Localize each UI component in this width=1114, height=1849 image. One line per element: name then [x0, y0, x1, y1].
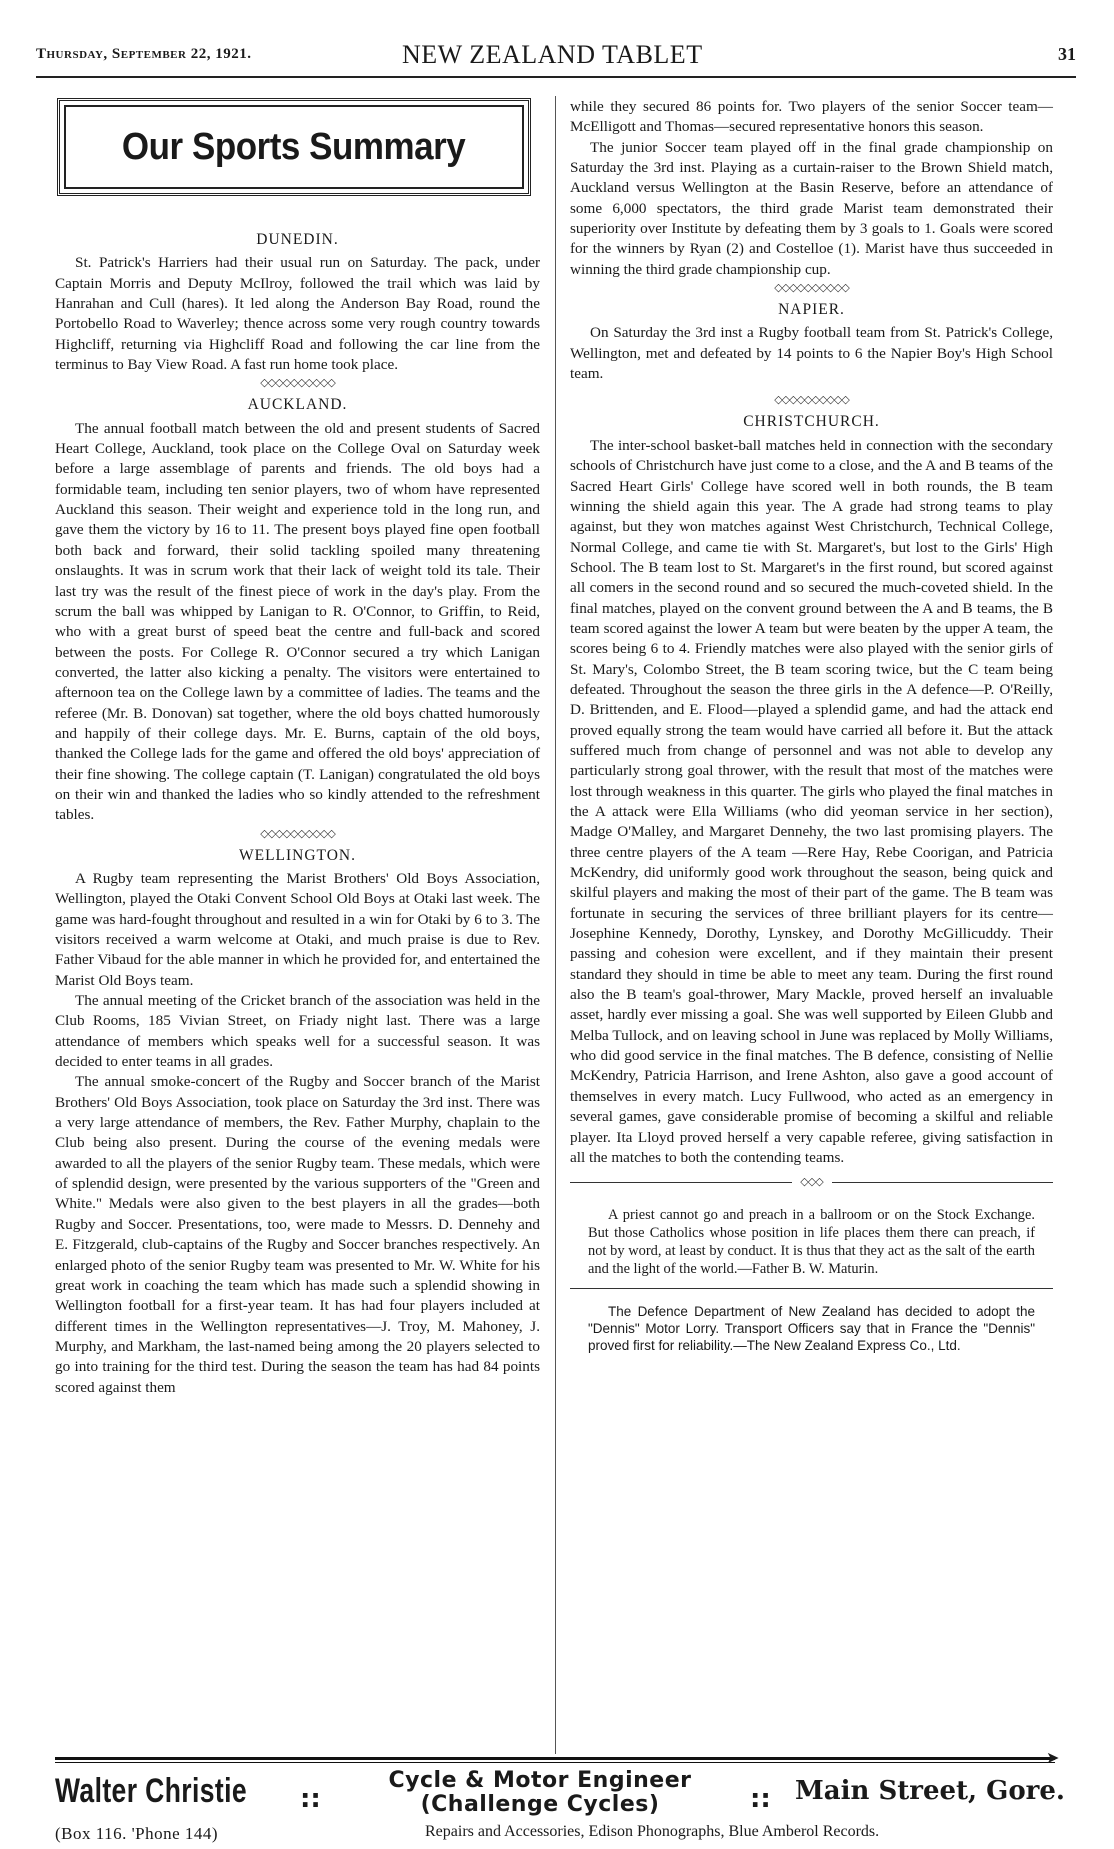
advert-box-phone: (Box 116. 'Phone 144) [55, 1824, 219, 1843]
title-box [57, 98, 531, 196]
page-header [36, 40, 1076, 70]
heading-christchurch: CHRISTCHURCH. [743, 413, 880, 431]
heading-napier: NAPIER. [778, 301, 845, 319]
paragraph-wellington-3: The annual smoke-concert of the Rugby and Soccer branch of the Marist Brothers' Old Boys Association, took place on Saturday the 3rd inst. There was a very large attendance of members, the Rev. Father Murphy, chaplain to the Club being also present. During the course of the evening medals were awarded to all the players of the senior Rugby team. These medals, which were of splendid design, were presented by the various supporters of the "Green and White." Medals were also given to the best players in all the grades—both Rugby and Soccer. Presentations, too, were made to Messrs. D. Dennehy and E. Fitzgerald, club-captains of the Rugby and Soccer branches respectively. An enlarged photo of the senior Rugby team was presented to Mr. W. White for his great work in coaching the team which has made such a splendid showing in Wellington football for a first-year team. It has had four players included at different times in the Wellington representatives—J. Troy, M. Mahoney, J. Murphy, and Markham, the last-named being among the 20 players selected to go into training for the third test. During the season the team has had 84 points scored against them [55, 1073, 540, 1396]
ornament-divider: ◇◇◇◇◇◇◇◇◇◇ [774, 394, 849, 407]
left-column [55, 98, 540, 1398]
header-rule [36, 76, 1076, 78]
note-defence-department: The Defence Department of New Zealand has decided to adopt the "Dennis" Motor Lorry. Transport Officers say that in France the "Dennis" proved first for reliability.—The New Zealand Express Co., Ltd. [588, 1304, 1035, 1354]
paragraph-wellington-1: A Rugby team representing the Marist Brothers' Old Boys Association, Wellington, played the Otaki Convent School Old Boys at Otaki last week. The game was hard-fought throughout and resulted in a win for Otaki by 6 to 3. The visitors received a warm welcome at Otaki, and much praise is due to Rev. Father Vibaud for the able manner in which he provided for, and entertained the Marist Old Boys team. [55, 869, 540, 989]
heading-wellington: WELLINGTON. [238, 846, 357, 864]
arrow-icon: ➤ [1046, 1750, 1060, 1767]
advert-line-1: Cycle & Motor Engineer [388, 1768, 692, 1793]
paragraph-wellington-continued: while they secured 86 points for. Two players of the senior Soccer team—McElligott and Thomas—secured representative honors this season. [570, 98, 1053, 136]
ornament-small: ◇◇◇ [792, 1174, 832, 1190]
advert-address: Main Street, Gore. [795, 1776, 1065, 1806]
publication-title: NEW ZEALAND TABLET [402, 40, 703, 69]
advert-repairs: Repairs and Accessories, Edison Phonographs, Blue Amberol Records. [425, 1823, 880, 1840]
ornament-divider: ◇◇◇◇◇◇◇◇◇◇ [774, 282, 849, 295]
ornament-divider: ◇◇◇◇◇◇◇◇◇◇ [260, 377, 335, 390]
paragraph-auckland: The annual football match between the old and present students of Sacred Heart College, Auckland, took place on the College Oval on Saturday week before a large assemblage of parents and friends. The old boys had a formidable team, including ten senior players, two of whom have represented Auckland this season. Their weight and experience told in the long run, and gave them the victory by 16 to 11. The present boys played fine open football both back and forward, their solid tackling spoiled many threatening onslaughts. It was in scrum work that their lack of weight told its tale. Their last try was the result of the finest piece of work in the day's play. From the scrum the ball was whipped by Lanigan to R. O'Connor, to Griffin, to Reid, who with a great burst of speed beat the centre and full-back and scored between the posts. For College R. O'Connor secured a try which Lanigan converted, the latter also kicking a penalty. The visitors were entertained to afternoon tea on the College lawn by a committee of ladies. The teams and the referee (Mr. B. Donovan) sat together, where the old boys chatted humorously and happily of their college days. Mr. E. Burns, captain of the old boys, thanked the College lads for the game and offered the old boys' appreciation of their fine showing. The college captain (T. Lanigan) congratulated the old boys on their win and thanked the ladies who so kindly attended to the refreshment tables. [55, 419, 540, 824]
heading-dunedin: DUNEDIN. [256, 231, 339, 248]
advert-rule [55, 1762, 1055, 1763]
advert-rule [55, 1757, 1055, 1760]
issue-date: Thursday, September 22, 1921. [36, 46, 252, 62]
advert-name: Walter Christie [55, 1772, 248, 1810]
page-number: 31 [1058, 44, 1076, 64]
section-title: Our Sports Summary [122, 125, 466, 168]
advert-separator: :: [300, 1784, 321, 1814]
ornament-divider: ◇◇◇◇◇◇◇◇◇◇ [260, 827, 335, 840]
paragraph-christchurch: The inter-school basket-ball matches held in connection with the secondary schools of Christchurch have just come to a close, and the A and B teams of the Sacred Heart Girls' College have scored well in both rounds, the B team winning the shield again this year. The A grade had strong teams to play against, but they won matches against West Christchurch, Technical College, Normal College, and came tie with St. Margaret's, but lost to the Girls' High School. The B team lost to St. Margaret's in the first round, but scored against all comers in the second round and so secured the much-coveted shield. In the final matches, played on the convent ground between the A and B teams, the B team scored against the lower A team but were beaten by the upper A team, the scores being 6 to 4. Friendly matches were also played with the senior girls of St. Mary's, Colombo Street, the B team scoring twice, but the C team being defeated. Throughout the season the three girls in the A defence—P. O'Reilly, D. Brittenden, and E. Flood—played a splendid game, and had the attack end proved equally strong the team would have carried all before it. But the attack suffered much from change of personnel and was not able to develop any particularly strong goal thrower, with the result that most of the matches were lost through weakness in this quarter. The girls who played the final matches in the A attack were Ella Williams (who did yeoman service in her section), Madge O'Malley, and Margaret Dennehy, the two last promising players. The three centre players of the A team —Rere Hay, Rebe Coorigan, and Patricia McKendry, did uniformly good work throughout the season, being quick and skilful players and making the most of their part of the game. The B team was fortunate in securing the services of three brilliant players for its centre—Josephine Kennedy, Dorothy, Lynskey, and Dorothy McGillicuddy. Their passing and cohesion were excellent, and if they maintain their present standard they should in time be able to meet any team. During the first round also the B team's goal-thrower, Mary Mackle, proved herself an invaluable asset, hardly ever missing a goal. She was well supported by Eileen Glubb and Melba Tullock, and on leaving school in June was replaced by Molly Williams, who did good service in the final matches. The B defence, consisting of Nellie McKendry, Patricia Harrison, and Irene Ashton, also gave a good account of themselves in every match. Lucy Fullwood, who acted as an emergency in several games, gave considerable promise of becoming a skilful and reliable player. Ita Lloyd proved herself a very capable referee, giving satisfaction in all the matches to both the contending teams. [570, 436, 1053, 1166]
paragraph-wellington-2: The annual meeting of the Cricket branch of the association was held in the Club Rooms, 185 Vivian Street, on Friady night last. There was a large attendance of members which speaks well for a successful season. It was decided to enter teams in all grades. [55, 992, 540, 1071]
column-divider [555, 96, 556, 1754]
paragraph-wellington-4: The junior Soccer team played off in the final grade championship on Saturday the 3rd inst. Playing as a curtain-raiser to the Brown Shield match, Auckland versus Wellington at the Basin Reserve, before an attendance of some 6,000 spectators, the third grade Marist team demonstrated their superiority over Institute by defeating them by 3 goals to 1. Goals were scored for the winners by Ryan (2) and Costelloe (1). Marist have thus succeeded in winning the third grade championship cup. [570, 138, 1053, 278]
heading-auckland: AUCKLAND. [247, 396, 348, 414]
note-maturin: A priest cannot go and preach in a ballroom or on the Stock Exchange. But those Catholics whose position in life places them there can preach, if not by word, at least by conduct. It is thus that they act as the salt of the earth and the light of the world.—Father B. W. Maturin. [588, 1207, 1035, 1278]
paragraph-napier: On Saturday the 3rd inst a Rugby football team from St. Patrick's College, Wellington, met and defeated by 14 points to 6 the Napier Boy's High School team. [570, 324, 1053, 383]
advert-line-2: (Challenge Cycles) [420, 1792, 660, 1817]
paragraph-dunedin: St. Patrick's Harriers had their usual run on Saturday. The pack, under Captain Morris and Deputy McIlroy, followed the trail which was laid by Hanrahan and Cull (hares). It led along the Anderson Bay Road, round the Portobello Road to Waverley; thence across some very rough country towards Highcliff, returning via Highcliff Road and following the car line from the terminus to Bay View Road. A fast run home took place. [55, 254, 540, 374]
right-column [570, 97, 1053, 1354]
advert-separator: :: [750, 1784, 771, 1814]
